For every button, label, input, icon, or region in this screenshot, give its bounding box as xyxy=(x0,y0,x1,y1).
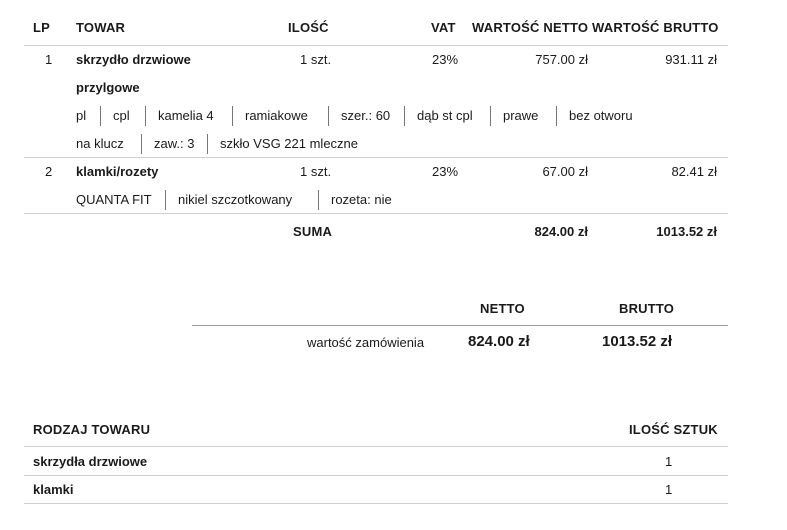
row1-brutto: 931.11 zł xyxy=(665,52,717,67)
summary-label: wartość zamówienia xyxy=(307,335,425,350)
attr-separator xyxy=(318,190,319,210)
row2-lp: 2 xyxy=(45,164,53,179)
header-lp: LP xyxy=(33,20,51,35)
attr-separator xyxy=(141,134,142,154)
row2-name: klamki/rozety xyxy=(76,164,159,179)
attr-zaw xyxy=(154,136,194,151)
summary-netto-header: NETTO xyxy=(480,301,525,316)
count-header: ILOŚĆ SZTUK xyxy=(629,422,718,437)
row1-name-line1: skrzydło drzwiowe xyxy=(76,52,191,67)
row1-lp: 1 xyxy=(45,52,53,67)
attr-prawe: prawe xyxy=(503,108,539,123)
attr-separator xyxy=(232,106,233,126)
summary-divider xyxy=(192,325,728,326)
header-divider xyxy=(24,45,728,46)
row1-qty: 1 szt. xyxy=(300,52,332,67)
attr-separator xyxy=(165,190,166,210)
attr-szklo: szkło VSG 221 mleczne xyxy=(220,136,359,151)
attr-kamelia: kamelia 4 xyxy=(158,108,214,123)
type-header-divider xyxy=(24,446,728,447)
attr-pl: pl xyxy=(76,108,87,123)
attr-separator xyxy=(145,106,146,126)
row1-netto: 757.00 zł xyxy=(535,52,588,67)
attr-rozeta-value: nie xyxy=(374,192,392,207)
row2-vat: 23% xyxy=(432,164,459,179)
row2-netto: 67.00 zł xyxy=(542,164,588,179)
header-netto: WARTOŚĆ NETTO xyxy=(472,20,589,35)
sum-label: SUMA xyxy=(293,224,333,239)
type-row-divider xyxy=(24,475,728,476)
attr-separator xyxy=(328,106,329,126)
attr-separator xyxy=(100,106,101,126)
attr-bez-otworu: bez otworu xyxy=(569,108,633,123)
attr-separator xyxy=(490,106,491,126)
attr-szer-value: 60 xyxy=(375,108,391,123)
attr-rozeta xyxy=(331,192,392,207)
sum-brutto: 1013.52 zł xyxy=(656,224,717,239)
attr-na-klucz: na klucz xyxy=(76,136,124,151)
type-row-count: 1 xyxy=(665,454,673,469)
attr-separator xyxy=(207,134,208,154)
attr-model: QUANTA FIT xyxy=(76,192,152,207)
header-vat: VAT xyxy=(431,20,456,35)
attr-szer xyxy=(341,108,390,123)
attr-ramiakowe: ramiakowe xyxy=(245,108,308,123)
header-towar: TOWAR xyxy=(76,20,126,35)
attr-dab: dąb st cpl xyxy=(417,108,473,123)
type-row-count: 1 xyxy=(665,482,673,497)
type-row-name: skrzydła drzwiowe xyxy=(33,454,148,469)
type-row-divider xyxy=(24,503,728,504)
row-divider xyxy=(24,157,728,158)
attr-zaw-value: 3 xyxy=(187,136,195,151)
summary-brutto: 1013.52 zł xyxy=(602,333,673,350)
attr-separator xyxy=(404,106,405,126)
attr-separator xyxy=(556,106,557,126)
row1-vat: 23% xyxy=(432,52,459,67)
row1-name-line2: przylgowe xyxy=(76,80,140,95)
type-row-name: klamki xyxy=(33,482,74,497)
attr-cpl: cpl xyxy=(113,108,130,123)
header-brutto: WARTOŚĆ BRUTTO xyxy=(592,20,719,35)
summary-netto: 824.00 zł xyxy=(468,333,530,350)
type-header: RODZAJ TOWARU xyxy=(33,422,151,437)
row-divider xyxy=(24,213,728,214)
row2-brutto: 82.41 zł xyxy=(671,164,717,179)
attr-szer-label: szer.: xyxy=(341,108,373,123)
row2-qty: 1 szt. xyxy=(300,164,332,179)
summary-brutto-header: BRUTTO xyxy=(619,301,675,316)
attr-rozeta-label: rozeta: xyxy=(331,192,371,207)
attr-finish: nikiel szczotkowany xyxy=(178,192,293,207)
header-ilosc: ILOŚĆ xyxy=(288,20,329,35)
attr-zaw-label: zaw.: xyxy=(154,136,184,151)
sum-netto: 824.00 zł xyxy=(534,224,588,239)
